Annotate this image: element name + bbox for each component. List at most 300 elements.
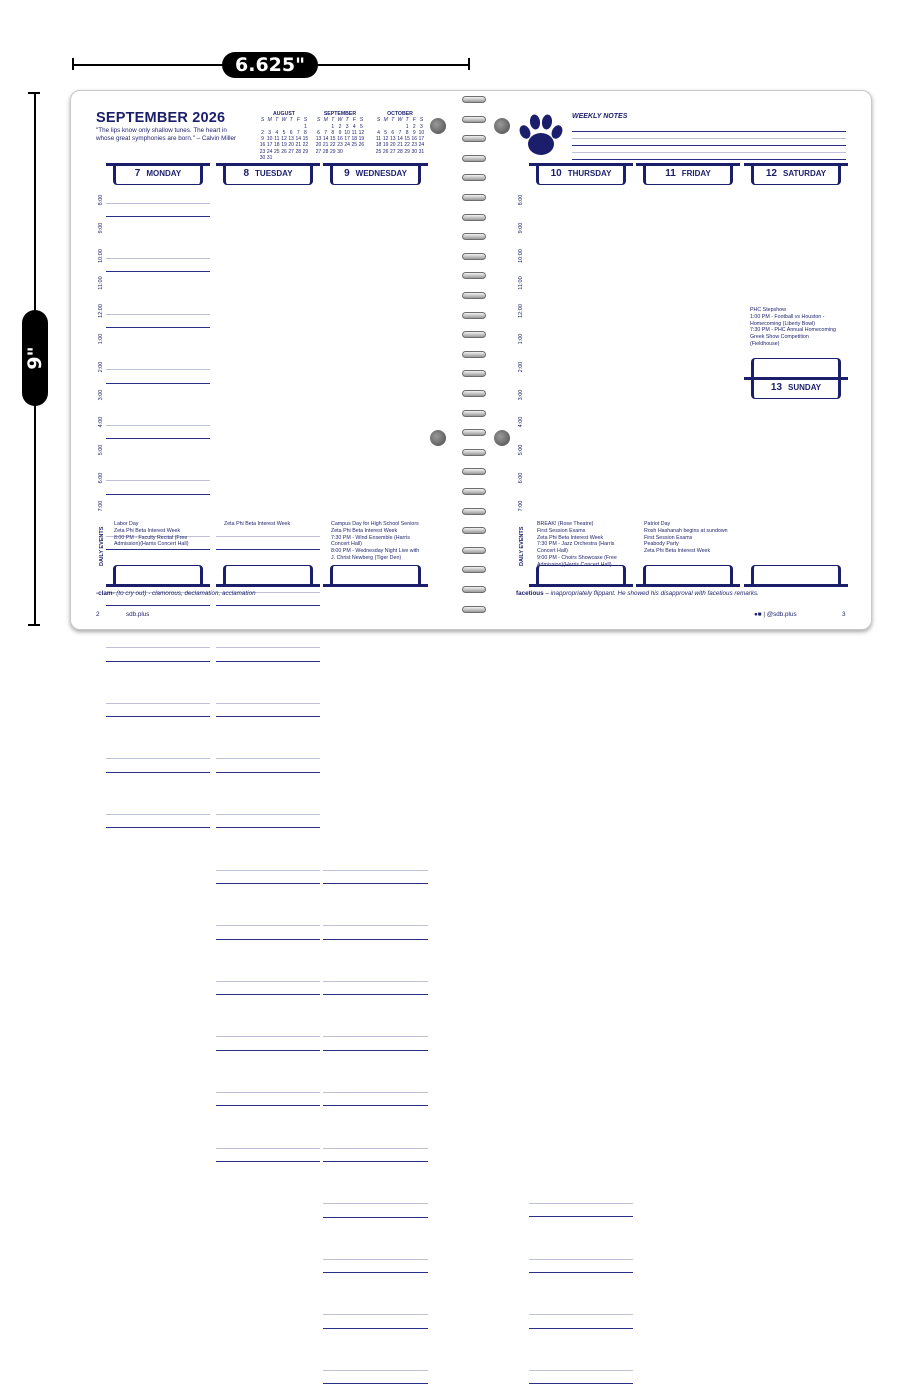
daily-events-label-left: DAILY EVENTS <box>99 526 105 566</box>
spiral-coil <box>462 351 486 358</box>
hour-label: 11:00 <box>98 276 104 291</box>
weekday-letter: W <box>337 117 343 124</box>
event-line: (Fieldhouse) <box>750 340 780 347</box>
mini-calendar-date: 10 <box>266 136 273 143</box>
day-header <box>744 163 848 185</box>
event-line: J. Christ Newberg (Tiger Den) <box>331 554 402 561</box>
mini-calendar-date: 15 <box>330 136 336 143</box>
mini-calendar-date: 14 <box>322 136 329 143</box>
time-slot[interactable] <box>323 1301 428 1329</box>
mini-calendar-date: 15 <box>404 136 410 143</box>
mini-calendar-date: 21 <box>295 142 302 149</box>
hour-label: 5:00 <box>98 444 104 456</box>
day-footer-box <box>113 565 203 584</box>
day-footer-bar <box>106 567 210 587</box>
time-slot[interactable] <box>323 912 428 940</box>
width-dimension-cap-right <box>468 58 470 70</box>
weekday-letter: S <box>303 117 308 124</box>
mini-calendar-date: 4 <box>352 123 356 130</box>
time-slot[interactable] <box>216 689 320 717</box>
day-header-box <box>751 166 841 185</box>
mini-calendar-date: 26 <box>382 148 389 155</box>
half-hour-line <box>529 1259 633 1260</box>
mini-calendar-date: 23 <box>337 142 343 149</box>
notes-line <box>572 138 846 139</box>
hour-label: 7:00 <box>98 500 104 512</box>
mini-calendar-date: 2 <box>412 123 416 130</box>
mini-calendar-date: 7 <box>296 129 300 136</box>
mini-calendar-date: 17 <box>266 142 273 149</box>
time-slot[interactable] <box>106 467 210 495</box>
width-dimension-cap-left <box>72 58 74 70</box>
half-hour-line <box>106 369 210 370</box>
hour-label: 11:00 <box>518 276 524 291</box>
day-header-box <box>330 166 421 185</box>
mini-calendar-date: 9 <box>338 129 342 136</box>
mini-calendar-date: 17 <box>418 136 425 143</box>
mini-calendar-date: 11 <box>375 136 382 143</box>
mini-calendar-date: 14 <box>295 136 302 143</box>
day-footer-box <box>751 565 841 584</box>
time-slot[interactable] <box>106 189 210 217</box>
event-line: 9:00 PM - Choirs Showcase (Free <box>537 554 617 561</box>
sunday-band-top <box>751 358 841 377</box>
event-line: Zeta Phi Beta Interest Week <box>114 527 181 534</box>
mini-calendar-month: OCTOBER <box>387 111 413 117</box>
daily-events <box>537 521 617 569</box>
mini-calendar-date: 30 <box>337 148 343 155</box>
half-hour-line <box>106 314 210 315</box>
day-footer-bar <box>636 567 740 587</box>
half-hour-line <box>216 1036 320 1037</box>
mini-calendar-date: 13 <box>390 136 396 143</box>
time-slot[interactable] <box>323 1245 428 1273</box>
binder-hole <box>494 430 510 446</box>
half-hour-line <box>323 1148 428 1149</box>
time-slot[interactable] <box>106 411 210 439</box>
spiral-coil <box>462 488 486 495</box>
event-line: Zeta Phi Beta Interest Week <box>537 534 604 541</box>
half-hour-line <box>216 870 320 871</box>
weekday-letter: T <box>345 117 349 124</box>
mini-calendar-date: 1 <box>331 123 335 130</box>
mini-calendar-date: 21 <box>397 142 403 149</box>
half-hour-line <box>106 480 210 481</box>
spiral-coil <box>462 116 486 123</box>
day-number: 8 <box>243 168 250 179</box>
half-hour-line <box>106 203 210 204</box>
day-footer-box <box>643 565 733 584</box>
mini-calendar-month: AUGUST <box>273 111 295 117</box>
hour-label: 10:00 <box>98 248 104 263</box>
hour-label: 12:00 <box>518 304 524 319</box>
spiral-binding <box>462 96 486 624</box>
mini-calendar-date: 3 <box>345 123 349 130</box>
event-line: Peabody Party <box>644 541 679 548</box>
mini-calendar-september <box>312 111 368 155</box>
mini-calendar-date: 19 <box>358 136 365 143</box>
mini-calendar-date: 28 <box>397 148 403 155</box>
weekday-letter: S <box>260 117 265 124</box>
half-hour-line <box>216 814 320 815</box>
mini-calendar-date: 27 <box>288 148 294 155</box>
time-slot[interactable] <box>106 689 210 717</box>
day-name: THURSDAY <box>567 169 612 178</box>
weekday-letter: T <box>289 117 293 124</box>
spiral-coil <box>462 390 486 397</box>
mini-calendar-date: 2 <box>261 129 264 136</box>
day-header <box>106 163 210 185</box>
event-line: BREAK! (Rose Theatre) <box>537 521 594 527</box>
notes-line <box>572 152 846 153</box>
spiral-coil <box>462 292 486 299</box>
mini-calendar-date <box>344 149 351 155</box>
event-line: 7:30 PM - Jazz Orchestra (Harris <box>537 541 615 548</box>
day-name: WEDNESDAY <box>355 169 407 178</box>
mini-calendar-date: 20 <box>288 142 294 149</box>
time-slot[interactable] <box>529 1190 633 1218</box>
time-slot[interactable] <box>106 801 210 829</box>
site-label: sdb.plus <box>126 611 150 618</box>
sunday-band <box>744 352 848 380</box>
half-hour-line <box>323 925 428 926</box>
event-line: Rosh Hashanah begins at sundown <box>644 527 728 534</box>
day-name: SUNDAY <box>788 383 822 392</box>
time-slot[interactable] <box>216 967 320 995</box>
half-hour-line <box>529 1203 633 1204</box>
mini-calendar-date: 19 <box>281 142 287 149</box>
word-of-day-left <box>96 590 256 597</box>
hour-label: 3:00 <box>98 389 104 400</box>
mini-calendar-date: 29 <box>330 148 336 155</box>
notes-line <box>572 131 846 132</box>
time-slot[interactable] <box>323 967 428 995</box>
spiral-coil <box>462 527 486 534</box>
time-slot[interactable] <box>106 634 210 662</box>
event-line: Zeta Phi Beta Interest Week <box>644 548 711 555</box>
quote: "The lips know only shallow tunes. The heart in whose great symphonies are born." – Calvin Miller <box>96 127 237 142</box>
binder-hole <box>430 118 446 134</box>
hour-label: 6:00 <box>518 472 524 484</box>
day-number: 7 <box>134 168 141 179</box>
event-line: Admission)(Harris Concert Hall) <box>537 561 612 568</box>
mini-calendar-date: 16 <box>337 136 343 143</box>
spiral-coil <box>462 449 486 456</box>
half-hour-line <box>529 1370 633 1371</box>
hour-label: 10:00 <box>518 248 524 263</box>
height-dimension-cap-top <box>28 92 40 94</box>
hour-label: 8:00 <box>98 194 104 206</box>
half-hour-line <box>529 1314 633 1315</box>
mini-calendar-date: 9 <box>412 129 416 136</box>
binder-hole <box>430 430 446 446</box>
day-number: 11 <box>665 168 676 179</box>
mini-calendar-date: 5 <box>384 129 388 136</box>
mini-calendar-date: 19 <box>382 142 389 149</box>
social-icons: ●■ | <box>754 611 767 618</box>
word-term: facetious <box>516 590 544 597</box>
day-header-box <box>643 166 733 185</box>
mini-calendar-date: 26 <box>281 148 287 155</box>
day-number: 10 <box>550 168 562 179</box>
weekday-letter: M <box>323 117 328 124</box>
word-definition: – inappropriately flippant. He showed his disapproval with facetious remarks. <box>543 590 759 597</box>
spiral-coil <box>462 214 486 221</box>
daily-events <box>644 521 728 555</box>
mini-calendar-date: 23 <box>411 142 418 149</box>
weekday-letter: M <box>267 117 272 124</box>
weekday-letter: S <box>316 117 321 124</box>
month-title: SEPTEMBER 2026 <box>96 110 226 126</box>
mini-calendar-date: 7 <box>398 129 402 136</box>
half-hour-line <box>216 981 320 982</box>
mini-calendar-date <box>358 149 365 155</box>
day-footer-bar <box>323 567 428 587</box>
spiral-coil <box>462 233 486 240</box>
mini-calendar-date: 8 <box>304 129 307 136</box>
weekday-letter: T <box>405 117 409 124</box>
event-line: Homecoming (Liberty Bowl) <box>750 320 816 327</box>
hour-label: 8:00 <box>518 194 524 206</box>
mini-calendar-date: 3 <box>268 129 272 136</box>
mini-calendar-date: 5 <box>282 129 286 136</box>
event-line: 7:30 PM - PHC Annual Homecoming <box>750 327 836 334</box>
mini-calendar-date: 18 <box>351 136 358 143</box>
time-slot[interactable] <box>106 245 210 273</box>
spiral-coil <box>462 155 486 162</box>
spiral-coil <box>462 508 486 515</box>
spiral-coil <box>462 194 486 201</box>
mini-calendar-date: 12 <box>358 129 365 136</box>
mini-calendar-date: 17 <box>344 136 350 143</box>
day-header-box <box>536 166 626 185</box>
weekly-notes-title: WEEKLY NOTES <box>572 113 628 120</box>
mini-calendar-date: 20 <box>315 142 322 149</box>
time-slot[interactable] <box>323 1190 428 1218</box>
spiral-coil <box>462 429 486 436</box>
time-slot[interactable] <box>529 1301 633 1329</box>
mini-calendar-date: 21 <box>322 142 329 149</box>
word-of-day-right <box>516 590 759 597</box>
mini-calendar-date: 30 <box>411 148 418 155</box>
weekday-letter: T <box>391 117 395 124</box>
paw-print-logo <box>516 110 566 160</box>
mini-calendar-date: 31 <box>418 148 425 155</box>
day-footer-bar <box>529 567 633 587</box>
mini-calendar-date: 18 <box>274 142 280 149</box>
mini-calendar-date: 9 <box>261 136 264 143</box>
social-row <box>754 611 797 618</box>
mini-calendar-date: 29 <box>404 148 410 155</box>
mini-calendar-date: 26 <box>358 142 365 149</box>
daily-events <box>331 521 419 562</box>
day-footer-box <box>536 565 626 584</box>
mini-calendar-date: 4 <box>377 129 380 136</box>
day-number: 9 <box>344 168 350 179</box>
mini-calendar-date: 22 <box>330 142 336 149</box>
mini-calendar-date: 11 <box>274 136 280 143</box>
time-slot[interactable] <box>216 801 320 829</box>
mini-calendar-date: 1 <box>405 123 409 130</box>
hour-label: 9:00 <box>98 222 104 234</box>
mini-calendar-date: 13 <box>315 136 322 143</box>
hour-label: 2:00 <box>98 361 104 373</box>
spiral-coil <box>462 135 486 142</box>
half-hour-line <box>106 258 210 259</box>
time-slot[interactable] <box>323 1079 428 1107</box>
daily-events <box>114 521 188 548</box>
time-slot[interactable] <box>216 1134 320 1162</box>
mini-calendar-date: 25 <box>351 142 358 149</box>
time-slot[interactable] <box>106 300 210 328</box>
mini-calendar-date: 28 <box>295 148 302 155</box>
hour-label: 12:00 <box>98 304 104 319</box>
weekday-letter: W <box>397 117 403 124</box>
half-hour-line <box>323 1259 428 1260</box>
mini-calendar-date: 8 <box>331 129 335 136</box>
mini-calendar-date: 6 <box>317 129 320 136</box>
time-slot[interactable] <box>323 1356 428 1384</box>
day-header <box>323 163 428 185</box>
spiral-coil <box>462 331 486 338</box>
half-hour-line <box>106 703 210 704</box>
event-line: First Session Exams <box>537 527 586 534</box>
event-line: Zeta Phi Beta Interest Week <box>331 527 398 534</box>
time-slot[interactable] <box>216 1023 320 1051</box>
time-slot[interactable] <box>529 1356 633 1384</box>
mini-calendar-date: 12 <box>281 136 287 143</box>
hour-label: 5:00 <box>518 444 524 456</box>
spiral-coil <box>462 272 486 279</box>
binder-hole <box>494 118 510 134</box>
mini-calendar-date <box>295 155 302 161</box>
day-header <box>529 163 633 185</box>
mini-calendar-date <box>302 155 309 161</box>
mini-calendar-week <box>372 149 428 155</box>
weekday-letter: W <box>281 117 287 124</box>
weekday-letter: F <box>412 117 416 124</box>
day-name: SATURDAY <box>783 169 827 178</box>
mini-calendar-date <box>351 149 358 155</box>
half-hour-line <box>216 536 320 537</box>
mini-calendar-week <box>312 149 368 155</box>
half-hour-line <box>216 758 320 759</box>
event-line: Patriot Day <box>644 521 671 527</box>
time-slot[interactable] <box>216 745 320 773</box>
time-slot[interactable] <box>323 1023 428 1051</box>
event-line: Zeta Phi Beta Interest Week <box>224 521 291 527</box>
time-slot[interactable] <box>216 634 320 662</box>
mini-calendar-month: SEPTEMBER <box>323 111 357 117</box>
weekday-letter: F <box>352 117 356 124</box>
day-header <box>636 163 740 185</box>
spiral-coil <box>462 586 486 593</box>
mini-calendar-date: 29 <box>302 148 309 155</box>
half-hour-line <box>106 647 210 648</box>
time-slot[interactable] <box>106 745 210 773</box>
event-line: 1:00 PM - Football vs Houston - <box>750 313 825 320</box>
notes-line <box>572 159 846 160</box>
half-hour-line <box>216 647 320 648</box>
saturday-events <box>750 307 836 348</box>
mini-calendar-date: 11 <box>351 129 357 136</box>
half-hour-line <box>323 1203 428 1204</box>
half-hour-line <box>323 870 428 871</box>
page-number-right: 3 <box>842 611 846 618</box>
mini-calendar-date <box>280 155 287 161</box>
time-slot[interactable] <box>529 1245 633 1273</box>
mini-calendar-date: 10 <box>344 129 350 136</box>
half-hour-line <box>323 1036 428 1037</box>
height-dimension-badge <box>22 310 48 406</box>
sunday-header <box>744 352 848 400</box>
day-header-box <box>113 166 203 185</box>
event-line: Admission)(Harris Concert Hall) <box>114 541 189 548</box>
spiral-coil <box>462 547 486 554</box>
hour-label: 4:00 <box>98 417 104 428</box>
half-hour-line <box>323 1314 428 1315</box>
mini-calendar-date: 24 <box>344 142 350 149</box>
hour-label: 3:00 <box>518 389 524 400</box>
height-dimension-cap-bottom <box>28 624 40 626</box>
day-number: 13 <box>770 382 783 393</box>
time-slot[interactable] <box>216 856 320 884</box>
time-slot[interactable] <box>216 912 320 940</box>
half-hour-line <box>323 1092 428 1093</box>
mini-calendar-date: 28 <box>322 148 329 155</box>
day-footer-box <box>330 565 421 584</box>
event-line: Labor Day <box>114 521 139 527</box>
mini-calendar-date: 2 <box>338 123 342 130</box>
spiral-coil <box>462 312 486 319</box>
event-line: First Session Exams <box>644 534 693 541</box>
spiral-coil <box>462 174 486 181</box>
sunday-label-box <box>751 380 841 399</box>
time-slot[interactable] <box>323 856 428 884</box>
page-number-left: 2 <box>96 611 100 618</box>
weekday-letter: M <box>383 117 388 124</box>
mini-calendar-august <box>256 111 312 161</box>
spiral-coil <box>462 606 486 613</box>
mini-calendar-date: 24 <box>418 142 425 149</box>
mini-calendar-date: 10 <box>418 129 425 136</box>
half-hour-line <box>106 814 210 815</box>
half-hour-line <box>323 981 428 982</box>
spiral-coil <box>462 96 486 103</box>
notes-line <box>572 145 846 146</box>
mini-calendar-date: 6 <box>289 129 293 136</box>
time-slot[interactable] <box>216 1079 320 1107</box>
weekday-letter: T <box>275 117 279 124</box>
word-definition: (to cry out) - clamorous, declamation, acclamation <box>114 590 256 597</box>
mini-calendar-date: 25 <box>274 148 280 155</box>
time-slot[interactable] <box>323 1134 428 1162</box>
mini-calendar-date: 23 <box>259 148 266 155</box>
mini-calendar-week <box>256 155 312 161</box>
mini-calendar-date: 15 <box>302 136 309 143</box>
hour-label: 1:00 <box>98 333 104 345</box>
mini-calendar-date: 13 <box>288 136 294 143</box>
weekday-letter: S <box>376 117 381 124</box>
event-line: Campus Day for High School Seniors <box>331 521 419 527</box>
time-slot[interactable] <box>106 356 210 384</box>
mini-calendar-date: 18 <box>375 142 382 149</box>
spiral-coil <box>462 566 486 573</box>
half-hour-line <box>216 1148 320 1149</box>
half-hour-line <box>106 425 210 426</box>
mini-calendar-date: 5 <box>360 123 363 130</box>
mini-calendar-date: 25 <box>375 148 382 155</box>
